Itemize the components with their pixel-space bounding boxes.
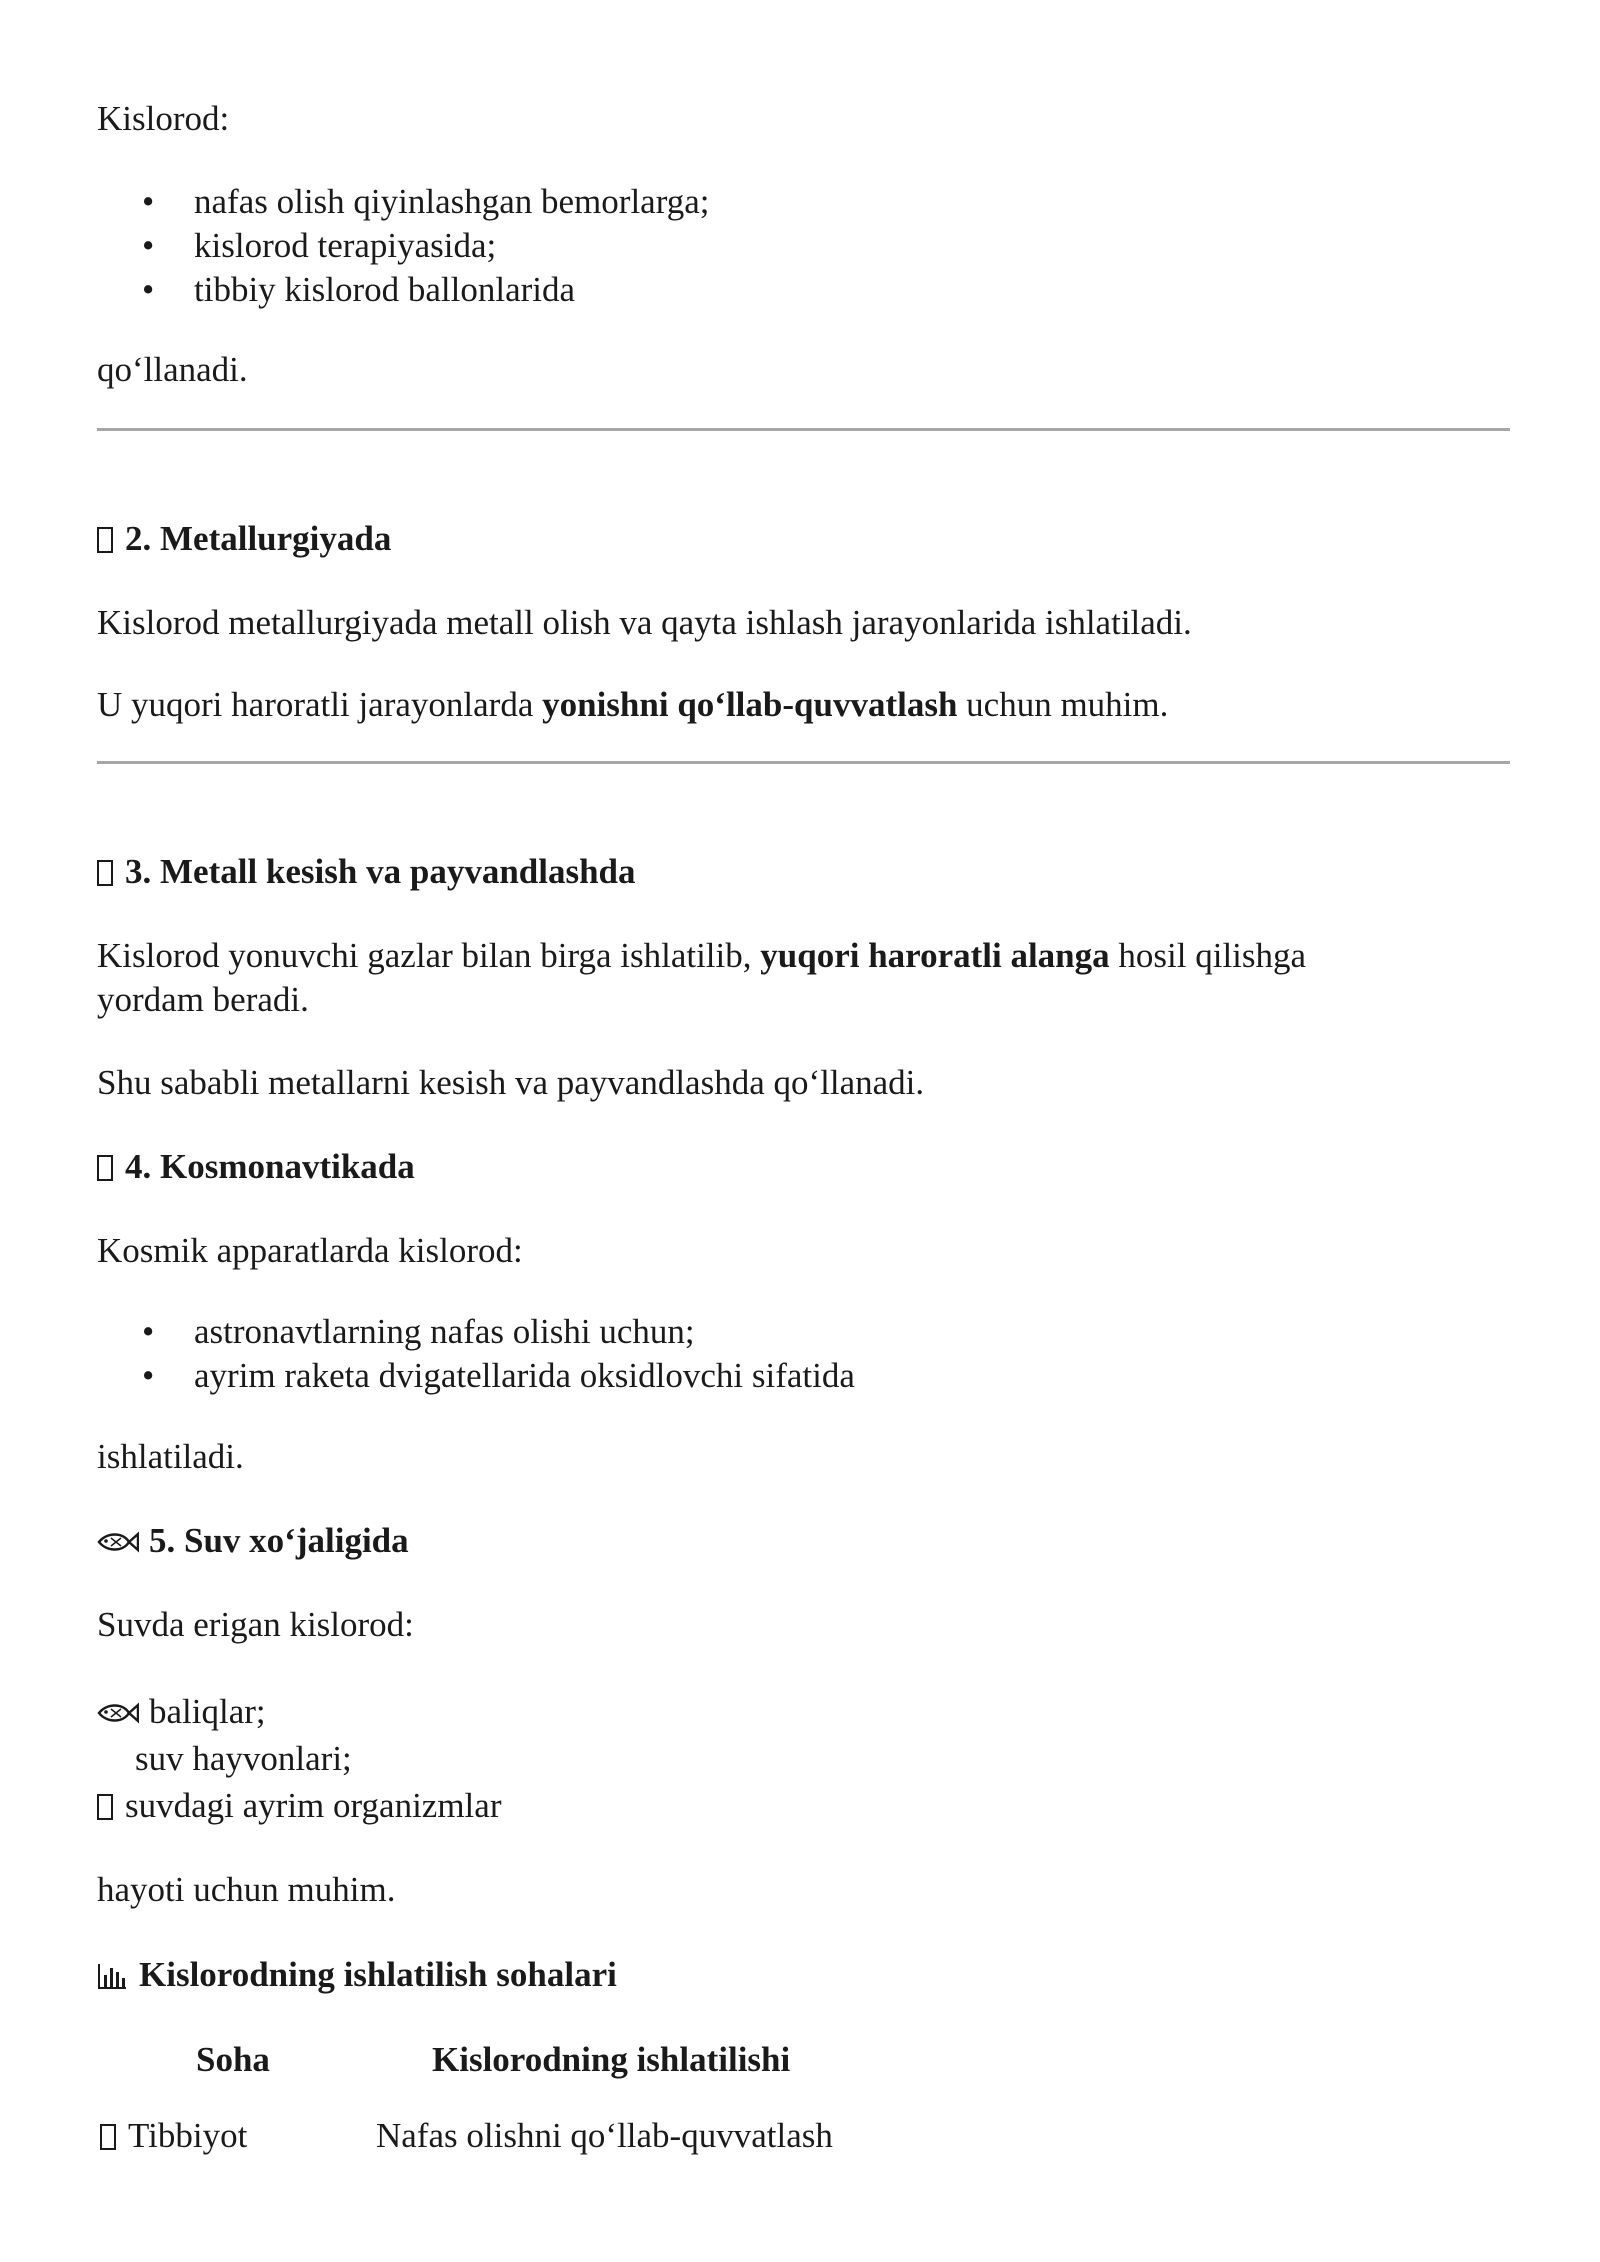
section-heading	[97, 1145, 415, 1189]
intro-lead: Kislorod:	[97, 99, 230, 138]
list-item-text: astronavtlarning nafas olishi uchun;	[194, 1312, 695, 1351]
paragraph	[97, 683, 1168, 727]
paragraph-text: uchun muhim.	[957, 685, 1169, 724]
section-heading-text: 2. Metallurgiyada	[125, 519, 392, 558]
bold-text: yonishni qo‘llab-quvvatlash	[542, 685, 958, 724]
table-cell-usage: Nafas olishni qo‘llab-quvvatlash	[376, 2116, 833, 2155]
section-heading	[97, 517, 391, 561]
paragraph	[97, 934, 1306, 978]
paragraph: Suvda erigan kislorod:	[97, 1605, 414, 1644]
paragraph: Shu sababli metallarni kesish va payvandlashda qo‘llanadi.	[97, 1063, 925, 1102]
section-heading-text: 4. Kosmonavtikada	[125, 1147, 415, 1186]
bullet-icon: •	[142, 1356, 155, 1395]
bar-chart-icon	[97, 1963, 127, 1989]
list-item	[97, 1784, 501, 1828]
placeholder-box-icon	[97, 527, 113, 553]
bullet-icon: •	[142, 270, 155, 309]
table-cell-soha	[100, 2114, 247, 2158]
table-cell-text: Tibbiyot	[128, 2116, 248, 2155]
paragraph-text: hosil qilishga	[1109, 936, 1307, 975]
paragraph-text: U yuqori haroratli jarayonlarda	[97, 685, 543, 724]
list-item	[135, 1737, 352, 1781]
list-item-text: suv hayvonlari;	[135, 1739, 352, 1778]
list-item-text: baliqlar;	[149, 1692, 266, 1731]
fish-icon	[97, 1530, 139, 1554]
section-heading-text: Kislorodning ishlatilish sohalari	[139, 1955, 617, 1994]
placeholder-box-icon	[97, 1794, 113, 1820]
intro-closing: qo‘llanadi.	[97, 350, 248, 389]
paragraph-text: Kislorod yonuvchi gazlar bilan birga ishlatilib,	[97, 936, 761, 975]
section-heading	[97, 850, 636, 894]
list-item-text: suvdagi ayrim organizmlar	[125, 1786, 502, 1825]
table-header-usage: Kislorodning ishlatilishi	[432, 2040, 791, 2079]
horizontal-divider	[97, 428, 1510, 431]
list-item-text: tibbiy kislorod ballonlarida	[194, 270, 576, 309]
section-heading-text: 3. Metall kesish va payvandlashda	[125, 852, 636, 891]
placeholder-box-icon	[100, 2124, 116, 2150]
paragraph-line: yordam beradi.	[97, 980, 309, 1019]
paragraph: hayoti uchun muhim.	[97, 1870, 396, 1909]
section-heading-text: 5. Suv xo‘jaligida	[149, 1521, 409, 1560]
paragraph: Kosmik apparatlarda kislorod:	[97, 1231, 523, 1270]
horizontal-divider	[97, 761, 1510, 764]
section-heading	[97, 1519, 409, 1563]
paragraph: ishlatiladi.	[97, 1437, 244, 1476]
bullet-icon: •	[142, 182, 155, 221]
bullet-icon: •	[142, 226, 155, 265]
list-item-text: ayrim raketa dvigatellarida oksidlovchi sifatida	[194, 1356, 855, 1395]
list-item-text: kislorod terapiyasida;	[194, 226, 497, 265]
bullet-icon: •	[142, 1312, 155, 1351]
placeholder-box-icon	[97, 860, 113, 886]
list-item	[97, 1690, 266, 1734]
table-header-soha: Soha	[196, 2040, 270, 2079]
placeholder-box-icon	[97, 1155, 113, 1181]
bold-text: yuqori haroratli alanga	[760, 936, 1110, 975]
paragraph: Kislorod metallurgiyada metall olish va qayta ishlash jarayonlarida ishlatiladi.	[97, 603, 1192, 642]
fish-icon	[97, 1701, 139, 1725]
section-heading	[97, 1953, 617, 1997]
list-item-text: nafas olish qiyinlashgan bemorlarga;	[194, 182, 710, 221]
